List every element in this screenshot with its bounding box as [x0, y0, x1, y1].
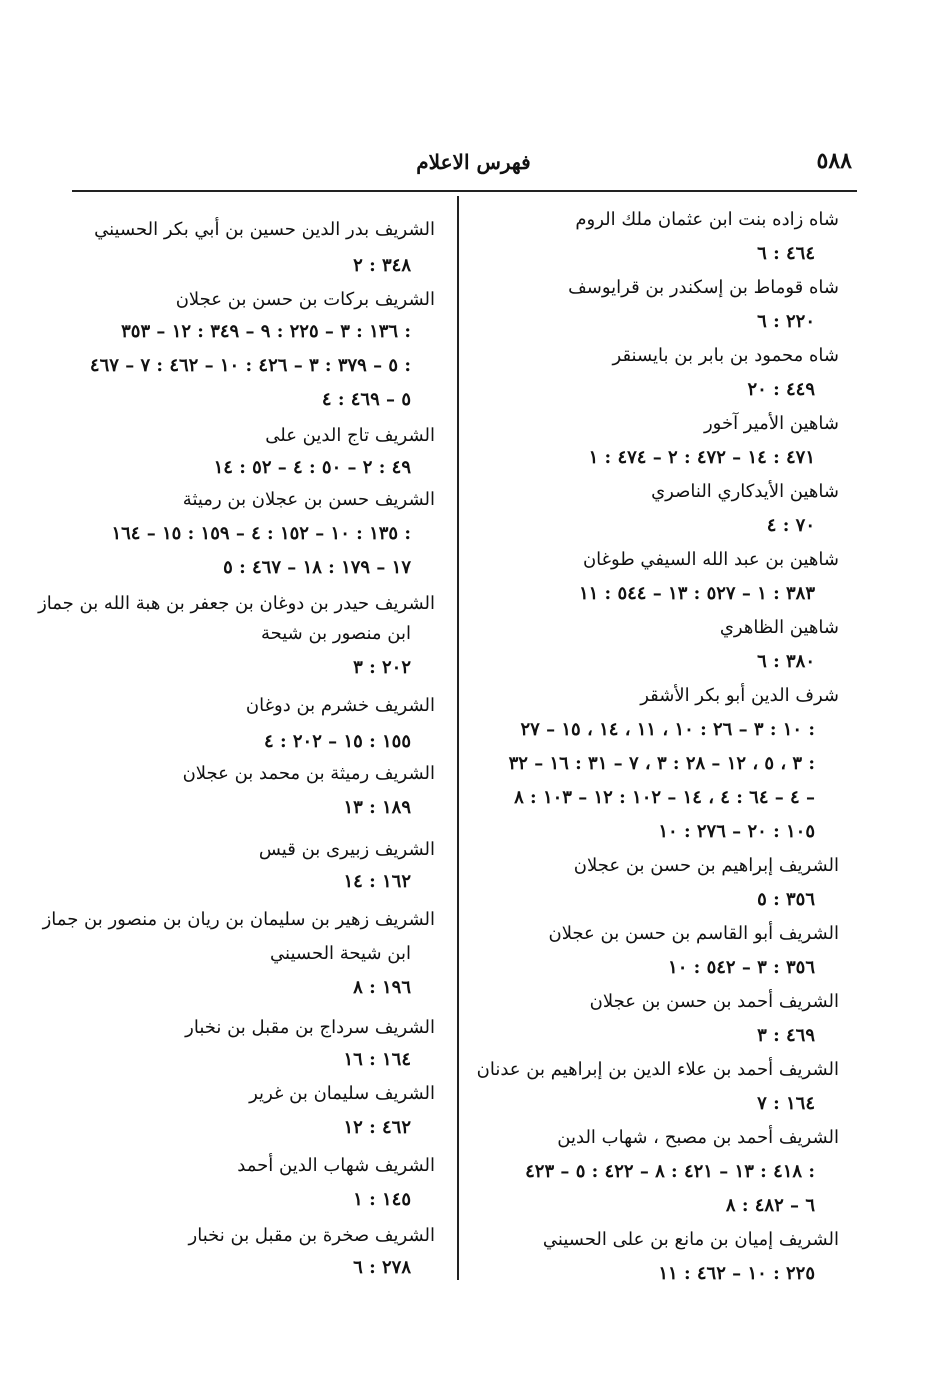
index-entry-pages: ٣٥٦ : ٥	[757, 889, 815, 910]
index-entry-pages: ٢٧٨ : ٦	[353, 1257, 411, 1278]
index-entry-pages: ٢٢٠ : ٦	[757, 311, 815, 332]
index-entry-pages: ٤٦٢ : ١٢	[343, 1117, 411, 1138]
index-entry-pages: ٤١٨ : ١٣ – ٤٢١ : ٨ – ٤٢٢ : ٥ – ٤٢٣ :	[525, 1161, 815, 1182]
index-entry-name: الشريف شهاب الدين أحمد	[237, 1155, 435, 1176]
index-entry-name: الشريف حيدر بن دوغان بن جعفر بن هبة الله بن جماز	[38, 593, 435, 614]
index-entry-pages: ٤٧١ : ١٤ – ٤٧٢ : ٢ – ٤٧٤ : ١	[588, 447, 815, 468]
index-entry-name: شاه زاده بنت ابن عثمان ملك الروم	[575, 209, 839, 230]
index-entry-pages: ٣٤٨ : ٢	[353, 255, 411, 276]
index-entry-name: الشريف سرداج بن مقبل بن نخبار	[185, 1017, 435, 1038]
index-entry-name: الشريف رميثة بن محمد بن عجلان	[182, 763, 435, 784]
index-entry-pages: ٤٦٩ : ٣	[757, 1025, 815, 1046]
index-entry-pages: ٢٠٢ : ٣	[353, 657, 411, 678]
index-entry-name-continued: ابن شيحة الحسيني	[270, 943, 411, 964]
index-entry-name: الشريف زهير بن سليمان بن ريان بن منصور بن جماز	[42, 909, 435, 930]
index-entry-pages: ٦ – ٤٨٢ : ٨	[725, 1195, 815, 1216]
index-entry-name: الشريف أحمد بن علاء الدين بن إبراهيم بن عدنان	[476, 1059, 839, 1080]
index-entry-pages: ١٦٤ : ٧	[757, 1093, 815, 1114]
index-entry-pages: ٤ – ٦٤ : ٤ ، ١٤ – ١٠٢ : ١٢ – ١٠٣ : ٨ –	[514, 787, 815, 808]
column-divider	[457, 196, 459, 1280]
index-entry-pages: ٧٠ : ٤	[766, 515, 815, 536]
index-entry-name: الشريف حسن بن عجلان بن رميثة	[182, 489, 435, 510]
index-entry-name: شاهين الظاهري	[719, 617, 839, 638]
index-entry-pages: ١٥٥ : ١٥ – ٢٠٢ : ٤	[264, 731, 411, 752]
index-entry-name: شاه قوماط بن إسكندر بن قرايوسف	[568, 277, 839, 298]
index-entry-name: الشريف زبيرى بن قيس	[258, 839, 435, 860]
index-entry-pages: ٤٦٤ : ٦	[757, 243, 815, 264]
index-entry-name: الشريف سليمان بن غرير	[249, 1083, 435, 1104]
index-entry-pages: ١٠٥ : ٢٠ – ٢٧٦ : ١٠	[658, 821, 815, 842]
index-entry-pages: ٤٩ : ٢ – ٥٠ : ٤ – ٥٢ : ١٤	[213, 457, 411, 478]
index-entry-name: شاهين بن عبد الله السيفي طوغان	[582, 549, 839, 570]
index-entry-pages: ٣٨٠ : ٦	[757, 651, 815, 672]
index-entry-pages: ١٨٩ : ١٣	[343, 797, 411, 818]
index-entry-pages: ٢٢٥ : ١٠ – ٤٦٢ : ١١	[658, 1263, 815, 1284]
index-entry-pages: ٤٤٩ : ٢٠	[747, 379, 815, 400]
index-entry-name: الشريف إميان بن مانع بن على الحسيني	[542, 1229, 839, 1250]
index-entry-name: الشريف خشرم بن دوغان	[245, 695, 435, 716]
index-entry-pages: ١٦٢ : ١٤	[343, 871, 411, 892]
index-entry-name: الشريف تاج الدين على	[265, 425, 435, 446]
index-entry-name: شاه محمود بن بابر بن بايسنقر	[612, 345, 839, 366]
page-title: فهرس الاعلام	[416, 150, 531, 174]
index-entry-pages: ١٤٥ : ١	[353, 1189, 411, 1210]
index-entry-name: شاهين الأمير آخور	[703, 413, 839, 434]
index-entry-pages: ٣ ، ٥ ، ١٢ – ٢٨ : ٣ ، ٧ – ٣١ : ١٦ – ٣٢ :	[508, 753, 815, 774]
index-entry-name: الشريف بركات بن حسن بن عجلان	[175, 289, 435, 310]
index-entry-name: الشريف صخرة بن مقبل بن نخبار	[188, 1225, 435, 1246]
index-entry-name: شرف الدين أبو بكر الأشقر	[640, 685, 839, 706]
index-entry-pages: ٣٥٦ : ٣ – ٥٤٢ : ١٠	[668, 957, 815, 978]
index-entry-pages: ١٠ : ٣ – ٢٦ : ١٠ ، ١١ ، ١٤ ، ١٥ – ٢٧ :	[520, 719, 815, 740]
index-entry-name: الشريف إبراهيم بن حسن بن عجلان	[573, 855, 839, 876]
index-entry-pages: ٣٨٣ : ١ – ٥٢٧ : ١٣ – ٥٤٤ : ١١	[578, 583, 815, 604]
page-number: ٥٨٨	[816, 148, 852, 174]
index-entry-pages: ١٣٥ : ١٠ – ١٥٢ : ٤ – ١٥٩ : ١٥ – ١٦٤ :	[111, 523, 411, 544]
index-entry-name-continued: ابن منصور بن شيحة	[260, 623, 411, 644]
index-entry-name: الشريف أحمد بن مصبح ، شهاب الدين	[557, 1127, 839, 1148]
index-entry-name: الشريف أحمد بن حسن بن عجلان	[589, 991, 839, 1012]
index-entry-name: الشريف أبو القاسم بن حسن بن عجلان	[548, 923, 839, 944]
index-entry-pages: ١٧ – ١٧٩ : ١٨ – ٤٦٧ : ٥	[223, 557, 411, 578]
header-rule	[72, 190, 857, 192]
index-entry-pages: ٥ – ٤٦٩ : ٤	[321, 389, 411, 410]
index-entry-name: شاهين الأيدكاري الناصري	[651, 481, 839, 502]
index-entry-pages: ١٣٦ : ٣ – ٢٢٥ : ٩ – ٣٤٩ : ١٢ – ٣٥٣ :	[121, 321, 411, 342]
index-entry-pages: ٥ – ٣٧٩ : ٣ – ٤٢٦ : ١٠ – ٤٦٢ : ٧ – ٤٦٧ :	[89, 355, 411, 376]
index-entry-pages: ١٩٦ : ٨	[353, 977, 411, 998]
index-entry-pages: ١٦٤ : ١٦	[343, 1049, 411, 1070]
index-entry-name: الشريف بدر الدين حسين بن أبي بكر الحسيني	[94, 219, 435, 240]
